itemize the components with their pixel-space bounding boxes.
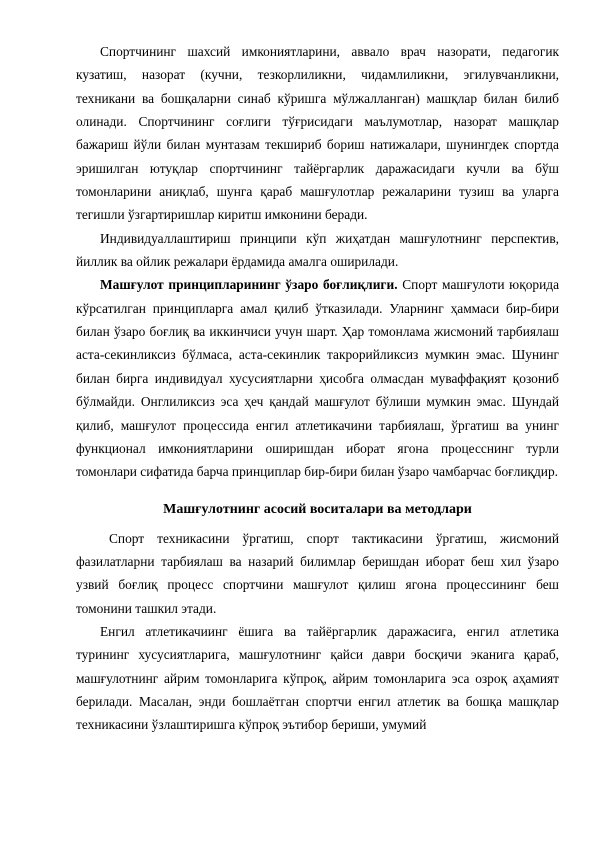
paragraph-training-focus: Енгил атлетикачиинг ёшига ва тайёргарлик даражасига, енгил атлетика турининг хусусиятларига, машғулотнинг қайси даври босқичи эканига қараб, машғулотнинг айрим томонларига кўпроқ, айрим томонларига эса озроқ аҳамият берилади. Масалан, энди бошлаётган спортчи енгил атлетик ва бошқа машқлар техникасини ўзлаштиришга кўпроқ эътибор бериши, умумий [76,623,559,733]
document-page [76,40,559,737]
paragraph-principles-interrelation [76,273,559,483]
paragraph-individualization: Индивидуаллаштириш принципи кўп жиҳатдан машғулотнинг перспектив, йиллик ва ойлик режалари ёрдамида амалга оширилади. [76,230,559,270]
section-heading: Машғулотнинг асосий воситалари ва методлари [163,501,472,517]
paragraph-body-text: Спорт машғулоти юқорида кўрсатилган принципларга амал қилиб ўтказилади. Уларнинг ҳаммаси бир-бири билан ўзаро боғлиқ ва иккинчиси учун шарт. Ҳар томонлама жисмоний тарбиялаш аста-секинликсиз бўлмаса, аста-секинлик такрорийликсиз мумкин эмас. Шунинг билан бирга индивидуал хусусиятларни ҳисобга олмасдан муваффақият қозониб бўлмайди. Онглиликсиз эса ҳеч қандай машғулот бўлиши мумкин эмас. Шундай қилиб, машғулот процессида енгил атлетикачини тарбиялаш, ўргатиш ва унинг функционал имкониятларини оширишдан иборат ягона процесснинг турли томонлари сифатида барча принциплар бир-бири билан ўзаро чамбарчас боғлиқдир. [76,277,560,480]
paragraph-five-processes: Спорт техникасини ўргатиш, спорт тактикасини ўргатиш, жисмоний фазилатларни тарбиялаш ва назарий билимлар беришдан иборат беш хил ўзаро узвий боғлиқ процесс спортчини машғулот қилиш ягона процессининг беш томонини ташкил этади. [76,530,559,616]
paragraph-lead-heading: Машғулот принципларининг ўзаро боғлиқлиги. [100,277,398,293]
paragraph-assessment: Спортчининг шахсий имкониятларини, аввало врач назорати, педагогик кузатиш, назорат (кучни, тезкорлиликни, чидамлиликни, эгилувчанликни, техникани ва бошқаларни синаб кўришга мўлжалланган) машқлар билан билиб олинади. Спортчининг соғлиги тўғрисидаги маълумотлар, назорат машқлар бажариш йўли билан мунтазам текшириб бориш натижалари, шунингдек спортда эришилган ютуқлар спортчининг тайёргарлик даражасидаги кучли ва бўш томонларини аниқлаб, шунга қараб машғулотлар режаларини тузиш ва уларга тегишли ўзгартиришлар киритш имконини беради. [76,44,559,223]
